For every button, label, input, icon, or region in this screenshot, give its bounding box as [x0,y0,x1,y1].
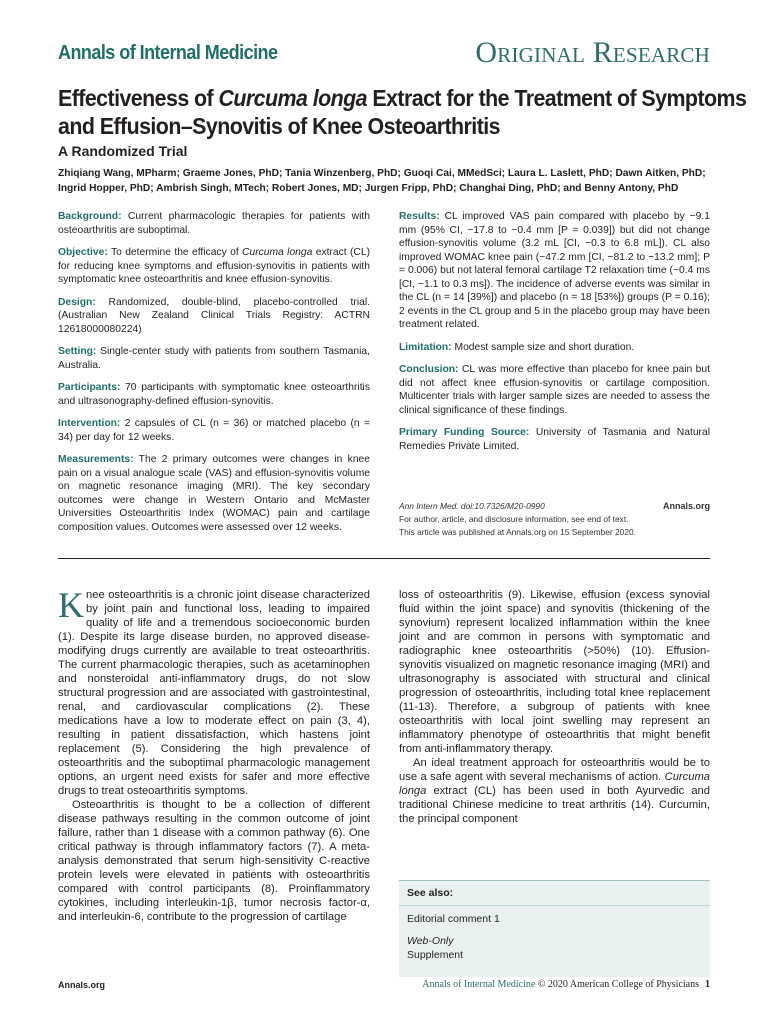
see-also-box [399,880,710,977]
section-head: Results: [399,211,440,222]
section-text: Randomized, double-blind, placebo-controlled trial. (Australian New Zealand Clinical Trials Registry: ACTRN 12618000080224) [58,296,370,335]
body-right-column [399,588,710,826]
body-left-column [58,585,370,924]
supplement-link[interactable]: Supplement [407,949,464,961]
abstract-funding [399,426,710,453]
section-text: extract (CL) for reducing knee symptoms and effusion-synovitis in patients with symptomatic knee osteoarthritis and knee effusion-synovitis. [58,247,370,285]
section-head: Measurements: [58,454,134,465]
abstract-setting [58,345,370,372]
species-name: Curcuma longa [399,771,710,797]
section-text: Modest sample size and short duration. [451,341,635,353]
author-list: Zhiqiang Wang, MPharm; Graeme Jones, PhD; Tania Winzenberg, PhD; Guoqi Cai, MMedSci; Laura L. Laslett, PhD; Dawn Aitken, PhD; Ingrid Hopper, PhD; Ambrish Singh, MTech; Robert Jones, MD; Jurgen Fripp, PhD; Changhai Ding, PhD; and Benny Antony, PhD [58,168,706,194]
abstract-design [58,296,370,337]
drop-cap: K [58,585,84,625]
journal-name: Annals of Internal Medicine [58,42,278,64]
abstract-conclusion [399,363,710,417]
section-text: CL was more effective than placebo for knee pain but did not affect knee effusion-synovitis or cartilage composition. Multicenter trials with larger sample sizes are needed to assess the clinical significance of these findings. [399,364,710,416]
abstract-measurements [58,453,370,534]
section-divider [58,558,710,559]
section-text: Current pharmacologic therapies for patients with osteoarthritis are suboptimal. [58,211,370,236]
species-name: Curcuma longa [242,247,313,258]
section-text: 70 participants with symptomatic knee osteoarthritis and ultrasonography-defined effusion-synovitis. [58,382,370,407]
abstract-intervention [58,417,370,444]
abstract-objective [58,246,370,287]
footer-site[interactable]: Annals.org [58,980,106,990]
author-info-note: For author, article, and disclosure information, see end of text. [399,514,629,524]
body-paragraph [399,756,710,826]
section-text: CL improved VAS pain compared with placebo by −9.1 mm (95% CI, −17.8 to −0.4 mm [P = 0.039]) but did not change effusion-synovitis volume (3.2 mL [CI, −0.3 to 6.8 mL]). CL also improved WOMAC knee pain (−47.2 mm [CI, −81.2 to −13.2 mm]; P = 0.006) but not lateral femoral cartilage T2 relaxation time (−0.4 ms [CI, −1.1 to 0.3 ms]). The incidence of adverse events was similar in the CL (n = 14 [39%]) and placebo (n = 18 [53%]) groups (P = 0.16); 2 events in the CL group and 5 in the placebo group may have been treatment related. [399,211,710,330]
body-paragraph: Osteoarthritis is thought to be a collection of different disease pathways resulting in the common outcome of joint failure, rather than 1 disease with a common pathway (6). One critical pathway is through inflammatory factors (7). A meta-analysis demonstrated that serum high-sensitivity C-reactive protein levels were elevated in patients with osteoarthritis compared with control participants (8). Proinflammatory cytokines, including interleukin-1β, tumor necrosis factor-α, and interleukin-6, contribute to the progression of cartilage [58,799,370,923]
abstract-participants [58,381,370,408]
see-also-heading: See also: [399,881,710,906]
paragraph-text: nee osteoarthritis is a chronic joint disease characterized by joint pain and functional loss, leading to impaired quality of life and a tremendous socioeconomic burden (1). Despite its large disease burden, no approved disease-modifying drugs currently are available to treat osteoarthritis. The current pharmacologic therapies, such as acetaminophen and nonsteroidal anti-inflammatory drugs, do not slow structural progression and are associated with gastrointestinal, renal, and cardiovascular complications (2). These medications have a low to moderate effect on pain (3, 4), resulting in patient dissatisfaction, which hastens joint replacement (5). Considering the high prevalence of osteoarthritis and the suboptimal pharmacologic management options, an urgent need exists for safer and more effective drugs to treat osteoarthritis symptoms. [58,589,370,797]
section-head: Conclusion: [399,364,459,375]
paragraph-text: An ideal treatment approach for osteoarthritis would be to use a safe agent with several mechanisms of action. [399,757,710,783]
section-text: The 2 primary outcomes were changes in knee pain on a visual analogue scale (VAS) and effusion-synovitis volume on magnetic resonance imaging (MRI). The key secondary outcomes were change in Western Ontario and McMaster Universities Osteoarthritis Index (WOMAC) pain and cartilage composition values. Outcomes were assessed over 12 weeks. [58,454,370,533]
section-head: Limitation: [399,341,452,353]
body-paragraph [58,585,370,798]
body-paragraph: loss of osteoarthritis (9). Likewise, effusion (excess synovial fluid within the joint space) and synovitis (thickening of the synovium) represent localized inflammation within the knee joint and are common in persons with symptomatic and radiographic knee osteoarthritis (>50%) (10). Effusion-synovitis visualized on magnetic resonance imaging (MRI) and ultrasonography is associated with structural and clinical progression of osteoarthritis, including total knee replacement (11-13). Therefore, a subgroup of patients with knee osteoarthritis with local joint swelling may represent an inflammatory phenotype of osteoarthritis that might benefit from anti-inflammatory therapy. [399,589,710,755]
title-line-2: and Effusion–Synovitis of Knee Osteoarthritis [58,113,500,139]
abstract-limitation [399,341,710,355]
section-text: Single-center study with patients from southern Tasmania, Australia. [58,346,370,371]
editorial-comment-link[interactable]: Editorial comment 1 [407,913,500,925]
section-head: Setting: [58,346,97,357]
article-subtitle: A Randomized Trial [58,143,188,159]
citation: Ann Intern Med. doi:10.7326/M20-0990 [399,501,545,511]
abstract-results [399,210,710,332]
article-meta [399,500,710,539]
footer-journal-name: Annals of Internal Medicine [422,979,536,990]
section-text: 2 capsules of CL (n = 36) or matched placebo (n = 34) per day for 12 weeks. [58,418,370,443]
section-text: To determine the efficacy of [107,247,243,258]
abstract-right-column [399,210,710,462]
article-title [58,84,747,140]
abstract-left-column [58,210,370,543]
web-only-label: Web-Only [407,935,454,947]
title-species: Curcuma longa [218,85,367,111]
title-part: Effectiveness of [58,85,219,111]
section-head: Objective: [58,247,108,258]
section-label: Original Research [475,36,710,69]
section-head: Participants: [58,382,121,393]
section-head: Primary Funding Source: [399,427,530,438]
title-part: Extract for the Treatment of Symptoms [366,85,747,111]
section-text: University of Tasmania and Natural Remedies Private Limited. [399,427,710,452]
section-head: Intervention: [58,418,121,429]
section-head: Background: [58,211,122,222]
footer-journal [422,979,710,990]
footer-copyright: © 2020 American College of Physicians [537,979,699,990]
paragraph-text: extract (CL) has been used in both Ayurvedic and traditional Chinese medicine to treat arthritis (14). Curcumin, the principal component [399,785,710,825]
site-link[interactable]: Annals.org [662,501,710,511]
abstract-background [58,210,370,237]
published-note: This article was published at Annals.org on 15 September 2020. [399,527,636,537]
section-head: Design: [58,296,96,308]
page-number: 1 [705,979,710,990]
